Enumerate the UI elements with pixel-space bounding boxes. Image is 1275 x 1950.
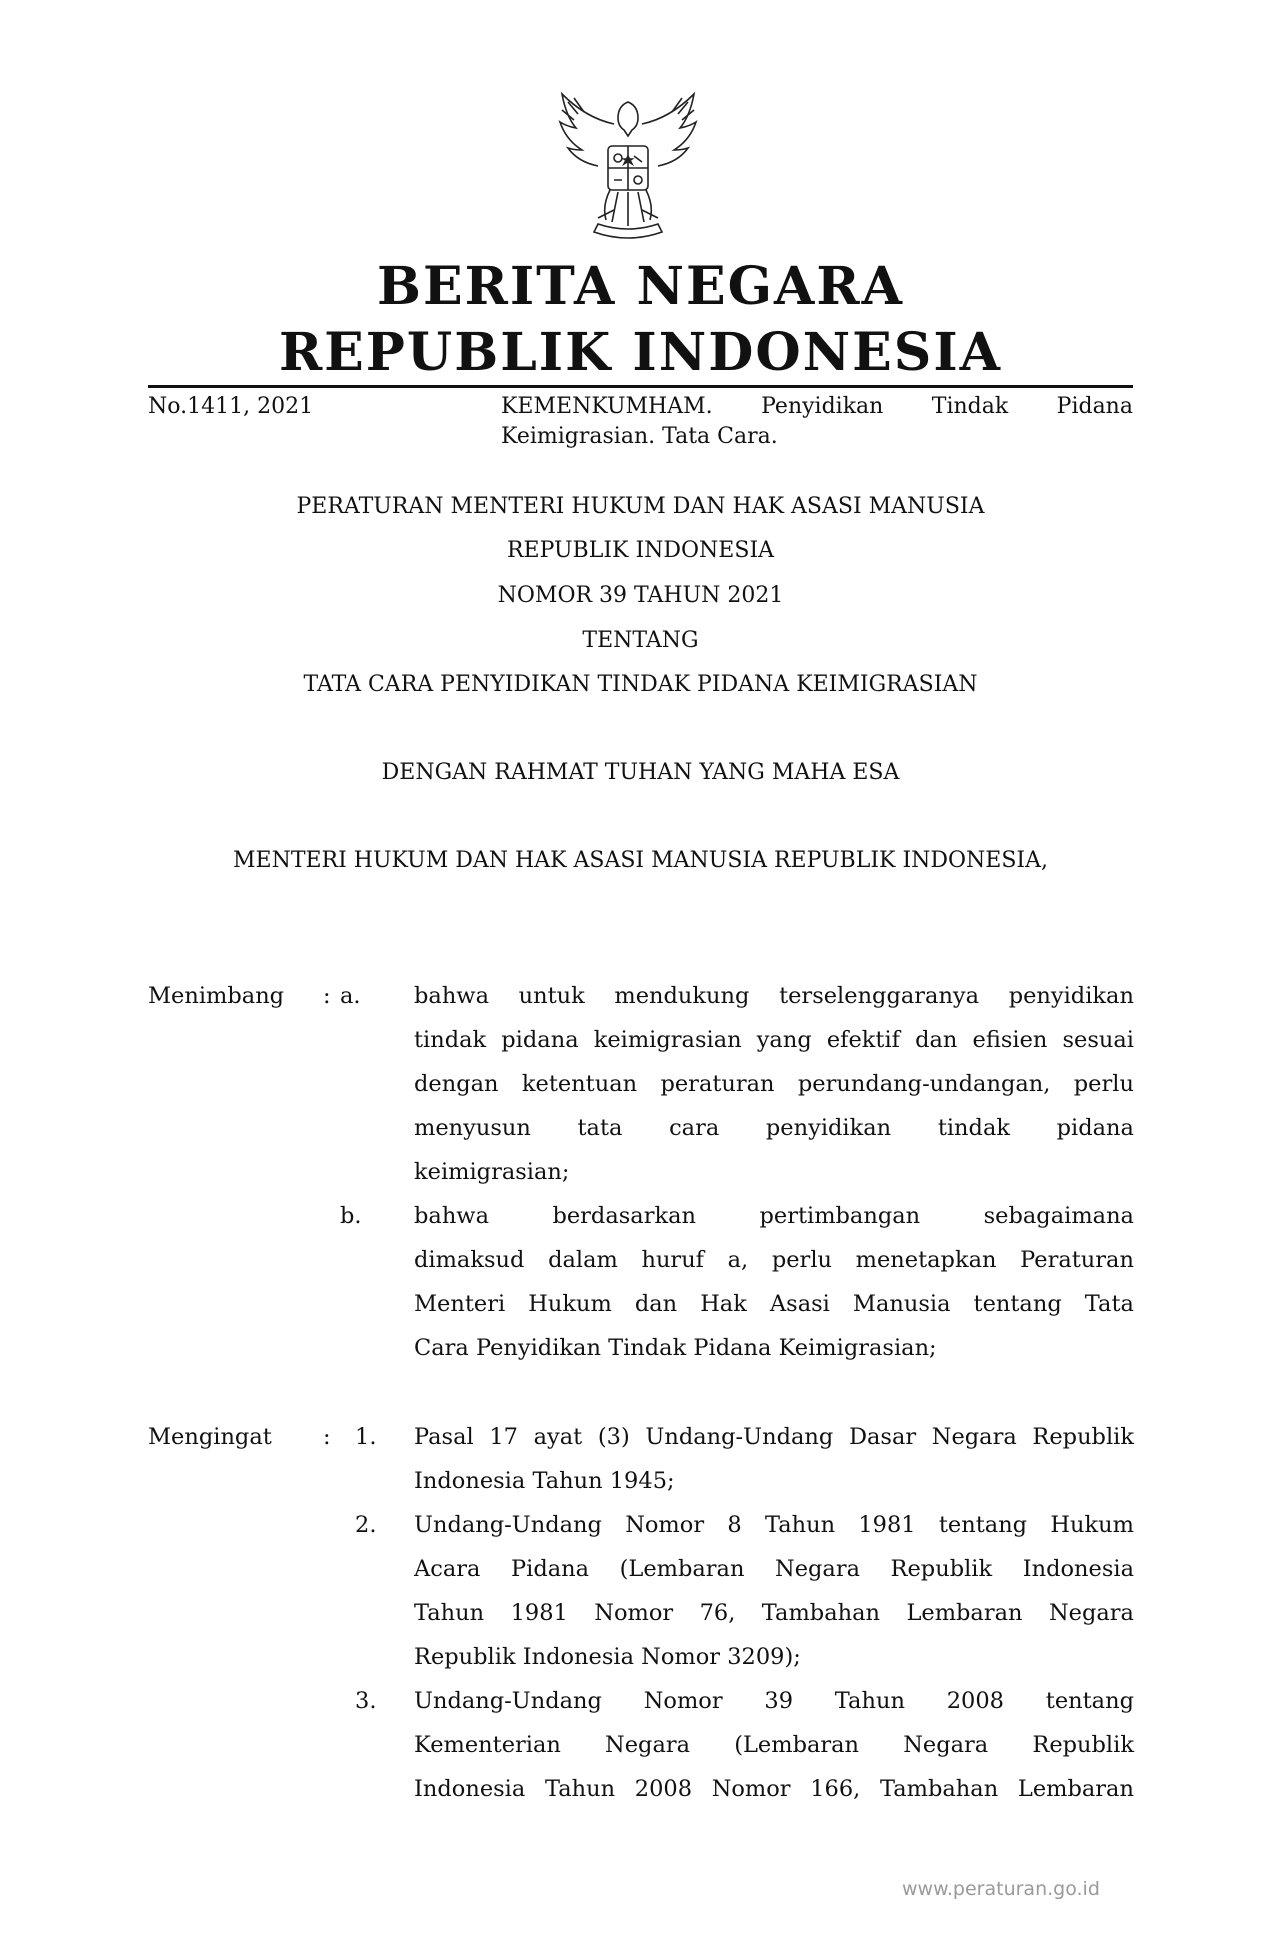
word: dimaksud [414,1247,525,1273]
word: Indonesia [1022,1556,1134,1582]
word: Manusia [852,1291,951,1317]
text-line [414,1415,1134,1459]
word: 2008 [634,1776,693,1802]
word: Undang-Undang [414,1688,602,1714]
item-marker: a. [340,983,361,1009]
word: efisien [972,1027,1048,1053]
masthead-divider [148,385,1133,388]
regulation-title-line: PERATURAN MENTERI HUKUM DAN HAK ASASI MANUSIA [296,494,985,519]
word: yang [756,1027,812,1053]
garuda-emblem-icon [548,84,708,244]
word: tindak [414,1027,487,1053]
word: Negara [775,1556,860,1582]
text-line: Republik Indonesia Nomor 3209); [414,1644,801,1670]
word: Indonesia [414,1776,526,1802]
regulation-title-line: REPUBLIK INDONESIA [506,538,775,563]
word: Negara [1048,1600,1134,1626]
word: pidana [1056,1115,1134,1141]
word: Tambahan [879,1776,999,1802]
text-line [414,1106,1134,1150]
word: tentang [1045,1688,1134,1714]
word: Negara [605,1732,691,1758]
regulation-title-line: TENTANG [582,628,699,653]
text-line [414,1547,1134,1591]
word: Pasal [414,1424,474,1450]
word: dengan [414,1071,499,1097]
word: Tahun [764,1512,836,1538]
item-marker: 1. [355,1424,377,1450]
word: (3) [597,1424,630,1450]
word: Menteri [414,1291,506,1317]
word: Nomor [625,1512,705,1538]
word: cara [669,1115,720,1141]
word: Republik [1032,1424,1134,1450]
text-line [414,1018,1134,1062]
gazette-number: No.1411, 2021 [148,394,314,419]
word: Dasar [848,1424,917,1450]
word: Republik [1032,1732,1134,1758]
section-label: Menimbang [148,983,285,1009]
word: menyusun [414,1115,531,1141]
text-line: Cara Penyidikan Tindak Pidana Keimigrasian; [414,1335,937,1361]
word: Lembaran [1017,1776,1134,1802]
word: ketentuan [521,1071,638,1097]
word: tentang [973,1291,1062,1317]
list-item [414,1503,1134,1679]
item-marker: 2. [355,1512,377,1538]
word: penyidikan [1008,983,1134,1009]
section-colon: : [323,983,331,1009]
word: Lembaran [906,1600,1023,1626]
word: dan [915,1027,958,1053]
word: Nomor [643,1688,723,1714]
gazette-subject [501,392,1133,452]
invocation: DENGAN RAHMAT TUHAN YANG MAHA ESA [381,760,900,785]
text-line [414,1194,1134,1238]
word: Nomor [711,1776,791,1802]
word: efektif [826,1027,900,1053]
word: dalam [548,1247,618,1273]
word: bahwa [414,983,489,1009]
list-item [414,1679,1134,1811]
word: (Lembaran [619,1556,745,1582]
list-item [414,1194,1134,1370]
word: keimigrasian [593,1027,742,1053]
word: 2008 [946,1688,1004,1714]
issuing-authority: MENTERI HUKUM DAN HAK ASASI MANUSIA REPUBLIK INDONESIA, [232,848,1049,873]
regulation-number: NOMOR 39 TAHUN 2021 [497,583,784,608]
word: 8 [727,1512,742,1538]
word: bahwa [414,1203,489,1229]
word: 166, [810,1776,861,1802]
word: ayat [533,1424,583,1450]
gazette-subject-line2: Keimigrasian. Tata Cara. [501,424,778,449]
word: pidana [501,1027,579,1053]
word: Tahun [544,1776,616,1802]
section-colon: : [323,1424,331,1450]
word: Pidana [510,1556,590,1582]
word: Republik [890,1556,993,1582]
text-line [414,1679,1134,1723]
word: terselenggaranya [779,983,980,1009]
text-line [414,974,1134,1018]
regulation-subject: TATA CARA PENYIDIKAN TINDAK PIDANA KEIMIGRASIAN [303,672,978,697]
word: Peraturan [1020,1247,1134,1273]
word: perlu [1073,1071,1134,1097]
word: Tambahan [761,1600,881,1626]
item-marker: 3. [355,1688,377,1714]
text-line [414,1062,1134,1106]
word: tata [577,1115,623,1141]
word: a, [727,1247,749,1273]
text-line [414,1238,1134,1282]
list-item [414,1415,1134,1503]
word: huruf [641,1247,705,1273]
word: 76, [699,1600,736,1626]
text-line: keimigrasian; [414,1159,570,1185]
word: 39 [764,1688,794,1714]
item-marker: b. [340,1203,362,1229]
word: pertimbangan [759,1203,921,1229]
word: perlu [771,1247,833,1273]
list-item [414,974,1134,1194]
text-line [414,1767,1134,1811]
word: perundang-undangan, [797,1071,1051,1097]
word: mendukung [614,983,750,1009]
word: Kementerian [414,1732,561,1758]
word: (Lembaran [734,1732,860,1758]
word: Nomor [594,1600,674,1626]
word: dan [634,1291,678,1317]
masthead-subtitle: REPUBLIK INDONESIA [278,322,1003,383]
source-url[interactable]: www.peraturan.go.id [902,1878,1100,1900]
word: untuk [518,983,585,1009]
text-line [414,1723,1134,1767]
word: 1981 [510,1600,568,1626]
word: Acara [414,1556,481,1582]
word: 17 [489,1424,518,1450]
section-label: Mengingat [148,1424,272,1450]
text-line [414,1282,1134,1326]
word: sebagaimana [983,1203,1134,1229]
word: Hak [700,1291,747,1317]
word: Tata [1084,1291,1134,1317]
word: tentang [938,1512,1028,1538]
text-line: Indonesia Tahun 1945; [414,1468,675,1494]
word: Hukum [528,1291,612,1317]
text-line [414,1503,1134,1547]
word: peraturan [660,1071,775,1097]
word: Hukum [1050,1512,1134,1538]
word: Tahun [834,1688,905,1714]
word: menetapkan [855,1247,997,1273]
word: Undang-Undang [645,1424,834,1450]
word: Negara [931,1424,1017,1450]
word: penyidikan [765,1115,892,1141]
word: 1981 [858,1512,916,1538]
gazette-subject-line1: KEMENKUMHAM. Penyidikan Tindak Pidana [501,394,1133,419]
word: Negara [903,1732,989,1758]
word: Asasi [769,1291,830,1317]
word: sesuai [1062,1027,1134,1053]
word: tindak [937,1115,1010,1141]
masthead-title: BERITA NEGARA [377,256,904,317]
word: Undang-Undang [414,1512,602,1538]
word: Tahun [414,1600,485,1626]
word: berdasarkan [552,1203,697,1229]
text-line [414,1591,1134,1635]
